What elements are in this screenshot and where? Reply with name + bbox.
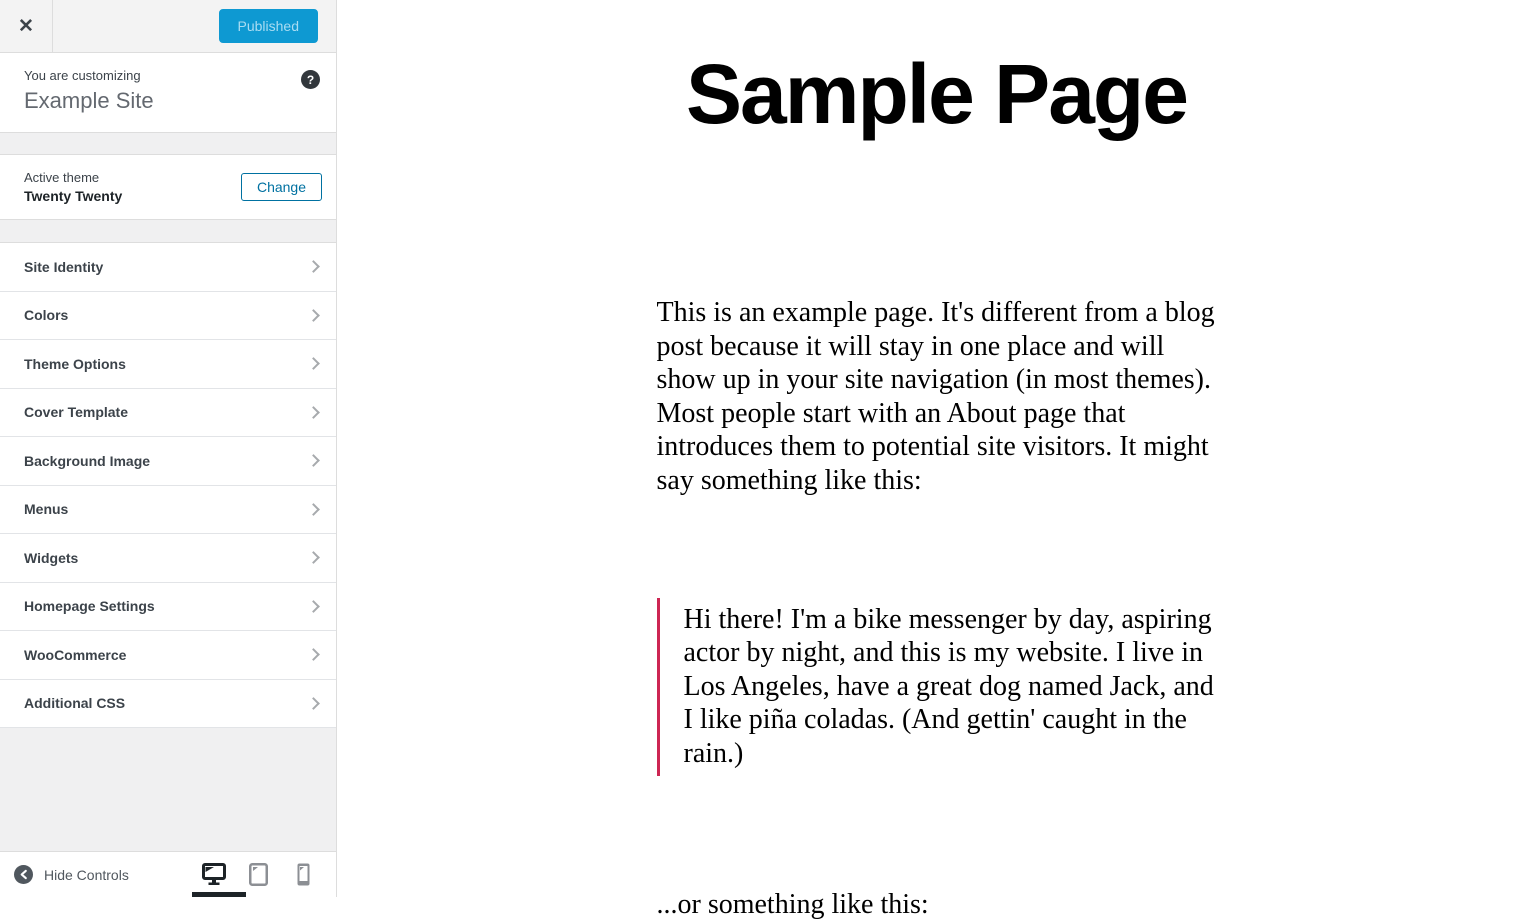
close-icon: ✕ (18, 15, 34, 37)
help-icon[interactable]: ? (301, 70, 320, 89)
page-title: Sample Page (686, 47, 1187, 141)
customizing-info-section (0, 53, 336, 133)
chevron-right-icon (307, 503, 320, 516)
section-item-site-identity[interactable]: Site Identity (0, 243, 336, 292)
section-item-homepage-settings[interactable]: Homepage Settings (0, 583, 336, 632)
collapse-arrow-icon (14, 865, 33, 884)
active-theme-label: Active theme (24, 170, 100, 185)
close-customizer-button[interactable] (0, 0, 53, 52)
active-theme-section (0, 154, 336, 220)
panel-divider (0, 133, 336, 154)
section-item-additional-css[interactable]: Additional CSS (0, 680, 336, 729)
chevron-right-icon (307, 551, 320, 564)
section-item-widgets[interactable]: Widgets (0, 534, 336, 583)
customizing-label: You are customizing (24, 68, 141, 83)
section-item-cover-template[interactable]: Cover Template (0, 389, 336, 438)
page-content (657, 296, 1217, 921)
chevron-right-icon (307, 454, 320, 467)
chevron-right-icon (307, 600, 320, 613)
tablet-icon (249, 863, 268, 886)
intro-paragraph: This is an example page. It's different from a blog post because it will stay in one place and will show up in your site navigation (in most themes). Most people start with an About page that introduces them to potential site visitors. It might say something like this: (656, 297, 1215, 496)
section-item-background-image[interactable]: Background Image (0, 437, 336, 486)
preview-tablet-button[interactable] (236, 855, 281, 895)
chevron-right-icon (307, 697, 320, 710)
pullquote: Hi there! I'm a bike messenger by day, aspiring actor by night, and this is my website. I live in Los Angeles, have a great dog named Jack, and I like piña coladas. (And gettin' caught in the rain.) (657, 598, 1217, 776)
chevron-right-icon (307, 260, 320, 273)
customizer-footer (0, 851, 336, 897)
publish-button[interactable]: Published (219, 9, 319, 43)
active-device-indicator (192, 892, 246, 897)
site-title: Example Site (24, 88, 154, 113)
mobile-icon (297, 863, 310, 886)
outro-paragraph: ...or something like this: (656, 888, 929, 920)
preview-mobile-button[interactable] (281, 855, 326, 895)
chevron-right-icon (307, 648, 320, 661)
hide-controls-button[interactable] (14, 865, 129, 884)
change-theme-button[interactable]: Change (241, 173, 322, 201)
section-item-woocommerce[interactable]: WooCommerce (0, 631, 336, 680)
chevron-right-icon (307, 357, 320, 370)
panel-filler (0, 728, 336, 851)
hide-controls-label: Hide Controls (44, 866, 129, 883)
chevron-right-icon (307, 309, 320, 322)
preview-desktop-button[interactable] (191, 855, 236, 895)
panel-divider (0, 220, 336, 242)
customizer-topbar (0, 0, 336, 53)
chevron-right-icon (307, 406, 320, 419)
device-preview-switcher (191, 855, 326, 895)
active-theme-name: Twenty Twenty (24, 188, 123, 204)
section-item-theme-options[interactable]: Theme Options (0, 340, 336, 389)
section-item-colors[interactable]: Colors (0, 292, 336, 341)
desktop-icon (202, 863, 226, 886)
site-preview (337, 0, 1536, 920)
customizer-panel (0, 0, 337, 897)
section-item-menus[interactable]: Menus (0, 486, 336, 535)
customizer-sections-list (0, 242, 336, 728)
